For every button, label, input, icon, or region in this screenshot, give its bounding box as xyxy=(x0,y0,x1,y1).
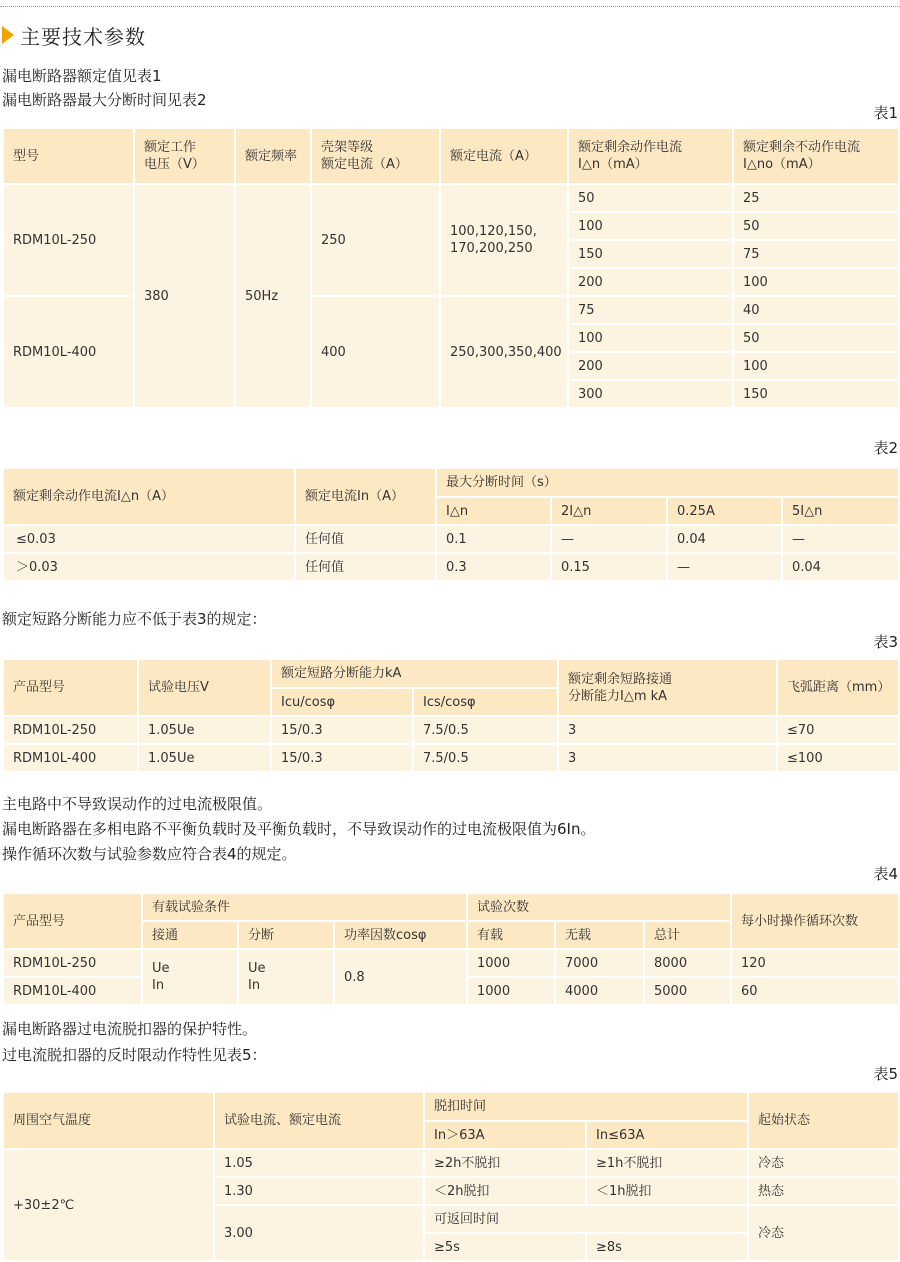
table2-header-residual: 额定剩余动作电流I△n（A） xyxy=(3,468,295,525)
table2-cell: ≤0.03 xyxy=(3,525,295,553)
table5-cell: ＜2h脱扣 xyxy=(424,1177,586,1205)
table3-label: 表3 xyxy=(873,633,898,651)
table5-return-time: 可返回时间 xyxy=(424,1205,748,1233)
table1-header-voltage: 额定工作 电压（V） xyxy=(134,128,235,184)
table2-subheader: 0.25A xyxy=(667,497,782,525)
table-row xyxy=(3,949,899,977)
table4-subheader: 分断 xyxy=(238,921,334,949)
table-row xyxy=(3,1149,899,1177)
intro-line-2: 漏电断路器最大分断时间见表2 xyxy=(2,91,207,109)
table5-header-temp: 周围空气温度 xyxy=(3,1092,214,1149)
section-heading xyxy=(2,22,146,48)
table1-cell: 200 xyxy=(568,352,733,380)
table3-cell: 7.5/0.5 xyxy=(413,744,558,772)
table5-cell: ≥5s xyxy=(424,1233,586,1261)
table5-header-trip: 脱扣时间 xyxy=(424,1092,748,1121)
text-line: 主电路中不导致误动作的过电流极限值。 xyxy=(2,795,273,813)
table3-cell: 15/0.3 xyxy=(271,716,413,744)
triangle-bullet-icon xyxy=(2,26,14,44)
table3-cell: 1.05Ue xyxy=(138,744,271,772)
table4-make: Ue In xyxy=(142,949,238,1005)
table3-cell: 3 xyxy=(558,716,777,744)
table3-cell: 3 xyxy=(558,744,777,772)
table1-cell: 100 xyxy=(733,352,899,380)
table1-header-row xyxy=(3,128,899,184)
table1-cell: 100 xyxy=(568,212,733,240)
table4-subheader: 有载 xyxy=(467,921,555,949)
table4-header-count: 试验次数 xyxy=(467,893,731,921)
table4-powerfactor: 0.8 xyxy=(334,949,467,1005)
table1-cell: 300 xyxy=(568,380,733,408)
table4-cell: 5000 xyxy=(644,977,731,1005)
table5-cell: ≥8s xyxy=(586,1233,748,1261)
table1-header-frame: 壳架等级 额定电流（A） xyxy=(311,128,440,184)
table1 xyxy=(2,127,900,409)
table1-cell: 100 xyxy=(733,268,899,296)
table2-cell: 0.3 xyxy=(436,553,551,581)
intro-line-1: 漏电断路器额定值见表1 xyxy=(2,67,162,85)
table2-header-maxtime: 最大分断时间（s） xyxy=(436,468,899,497)
table1-model-250: RDM10L-250 xyxy=(3,184,134,296)
table5-cell: 1.05 xyxy=(214,1149,424,1177)
table3-subheader: Ics/cosφ xyxy=(413,688,558,716)
table4-cell: 1000 xyxy=(467,949,555,977)
table2-cell: 0.04 xyxy=(782,553,899,581)
table4-cell: 1000 xyxy=(467,977,555,1005)
table4-subheader: 功率因数cosφ xyxy=(334,921,467,949)
table3-header-arc: 飞弧距离（mm） xyxy=(777,659,899,716)
table1-cell: 50 xyxy=(733,212,899,240)
table3-cell: ≤100 xyxy=(777,744,899,772)
table2-cell: 任何值 xyxy=(295,553,436,581)
table5-subheader: In≤63A xyxy=(586,1121,748,1149)
table4-subheader: 无载 xyxy=(555,921,644,949)
table1-currents-250: 100,120,150, 170,200,250 xyxy=(440,184,568,296)
table1-header-model: 型号 xyxy=(3,128,134,184)
table4-cell: 120 xyxy=(731,949,899,977)
table5-cell: ≥2h不脱扣 xyxy=(424,1149,586,1177)
table3-header-model: 产品型号 xyxy=(3,659,138,716)
table5-cell: 冷态 xyxy=(748,1149,899,1177)
table4-header-model: 产品型号 xyxy=(3,893,142,949)
table3-subheader: Icu/cosφ xyxy=(271,688,413,716)
table5-header-current: 试验电流、额定电流 xyxy=(214,1092,424,1149)
table1-label: 表1 xyxy=(873,104,898,122)
table3-header-row xyxy=(3,659,899,688)
table4-header-cycles: 每小时操作循环次数 xyxy=(731,893,899,949)
text-line: 操作循环次数与试验参数应符合表4的规定。 xyxy=(2,845,297,863)
table5-label: 表5 xyxy=(873,1065,898,1083)
text-line: 漏电断路器在多相电路不平衡负载时及平衡负载时，不导致误动作的过电流极限值为6In。 xyxy=(2,820,596,838)
table4-header-row xyxy=(3,893,899,921)
table3-cell: 7.5/0.5 xyxy=(413,716,558,744)
table3-cell: 15/0.3 xyxy=(271,744,413,772)
table5-cell: ＜1h脱扣 xyxy=(586,1177,748,1205)
table1-cell: 75 xyxy=(568,296,733,324)
table3-intro: 额定短路分断能力应不低于表3的规定： xyxy=(2,610,267,628)
table-row xyxy=(3,525,899,553)
table4-cell: 8000 xyxy=(644,949,731,977)
top-divider xyxy=(0,6,900,7)
table1-cell: 25 xyxy=(733,184,899,212)
table-row xyxy=(3,716,899,744)
table-row xyxy=(3,184,899,212)
table2-subheader: 2I△n xyxy=(551,497,667,525)
table5-cell: 热态 xyxy=(748,1177,899,1205)
table5 xyxy=(2,1091,900,1262)
table2-label: 表2 xyxy=(873,439,898,457)
table2-header-row xyxy=(3,468,899,497)
table3-cell: RDM10L-400 xyxy=(3,744,138,772)
table1-cell: 75 xyxy=(733,240,899,268)
table3-cell: RDM10L-250 xyxy=(3,716,138,744)
table2-cell: — xyxy=(782,525,899,553)
table4-header-load: 有载试验条件 xyxy=(142,893,467,921)
table4-cell: RDM10L-250 xyxy=(3,949,142,977)
table1-model-400: RDM10L-400 xyxy=(3,296,134,408)
table2-cell: — xyxy=(667,553,782,581)
table4-cell: 4000 xyxy=(555,977,644,1005)
text-line: 漏电断路器过电流脱扣器的保护特性。 xyxy=(2,1020,258,1038)
section-title: 主要技术参数 xyxy=(20,24,146,49)
table4-cell: 60 xyxy=(731,977,899,1005)
table1-cell: 50 xyxy=(568,184,733,212)
table1-header-current: 额定电流（A） xyxy=(440,128,568,184)
table1-header-frequency: 额定频率 xyxy=(235,128,311,184)
table3-cell: 1.05Ue xyxy=(138,716,271,744)
table5-cell: 1.30 xyxy=(214,1177,424,1205)
table3-header-breaking: 额定短路分断能力kA xyxy=(271,659,558,688)
table1-cell: 200 xyxy=(568,268,733,296)
table5-temp: +30±2℃ xyxy=(3,1149,214,1261)
table2-cell: 0.15 xyxy=(551,553,667,581)
table3-header-voltage: 试验电压V xyxy=(138,659,271,716)
table4-subheader: 总计 xyxy=(644,921,731,949)
text-line: 过电流脱扣器的反时限动作特性见表5： xyxy=(2,1046,267,1064)
table3-cell: ≤70 xyxy=(777,716,899,744)
table1-header-residual: 额定剩余动作电流 I△n（mA） xyxy=(568,128,733,184)
table2-subheader: 5I△n xyxy=(782,497,899,525)
table1-voltage: 380 xyxy=(134,184,235,408)
table2-header-rated: 额定电流In（A） xyxy=(295,468,436,525)
table1-cell: 100 xyxy=(568,324,733,352)
table4-cell: RDM10L-400 xyxy=(3,977,142,1005)
table1-cell: 150 xyxy=(568,240,733,268)
table2 xyxy=(2,467,900,582)
table2-cell: ＞0.03 xyxy=(3,553,295,581)
table4-break: Ue In xyxy=(238,949,334,1005)
table4-cell: 7000 xyxy=(555,949,644,977)
table1-cell: 150 xyxy=(733,380,899,408)
table2-cell: 任何值 xyxy=(295,525,436,553)
table5-subheader: In＞63A xyxy=(424,1121,586,1149)
table1-frame-400: 400 xyxy=(311,296,440,408)
table1-cell: 40 xyxy=(733,296,899,324)
table1-frame-250: 250 xyxy=(311,184,440,296)
table2-cell: 0.1 xyxy=(436,525,551,553)
table2-subheader: I△n xyxy=(436,497,551,525)
table4-subheader: 接通 xyxy=(142,921,238,949)
table5-header-state: 起始状态 xyxy=(748,1092,899,1149)
table2-cell: 0.04 xyxy=(667,525,782,553)
table1-header-nonoperating: 额定剩余不动作电流 I△no（mA） xyxy=(733,128,899,184)
table-row xyxy=(3,553,899,581)
table1-cell: 50 xyxy=(733,324,899,352)
table4 xyxy=(2,892,900,1006)
table1-frequency: 50Hz xyxy=(235,184,311,408)
table1-currents-400: 250,300,350,400 xyxy=(440,296,568,408)
table-row xyxy=(3,744,899,772)
table4-label: 表4 xyxy=(873,865,898,883)
table3-header-residual: 额定剩余短路接通 分断能力I△m kA xyxy=(558,659,777,716)
table5-header-row xyxy=(3,1092,899,1121)
table2-cell: — xyxy=(551,525,667,553)
table5-cell: 冷态 xyxy=(748,1205,899,1261)
table3 xyxy=(2,658,900,773)
table5-cell: 3.00 xyxy=(214,1205,424,1261)
table5-cell: ≥1h不脱扣 xyxy=(586,1149,748,1177)
